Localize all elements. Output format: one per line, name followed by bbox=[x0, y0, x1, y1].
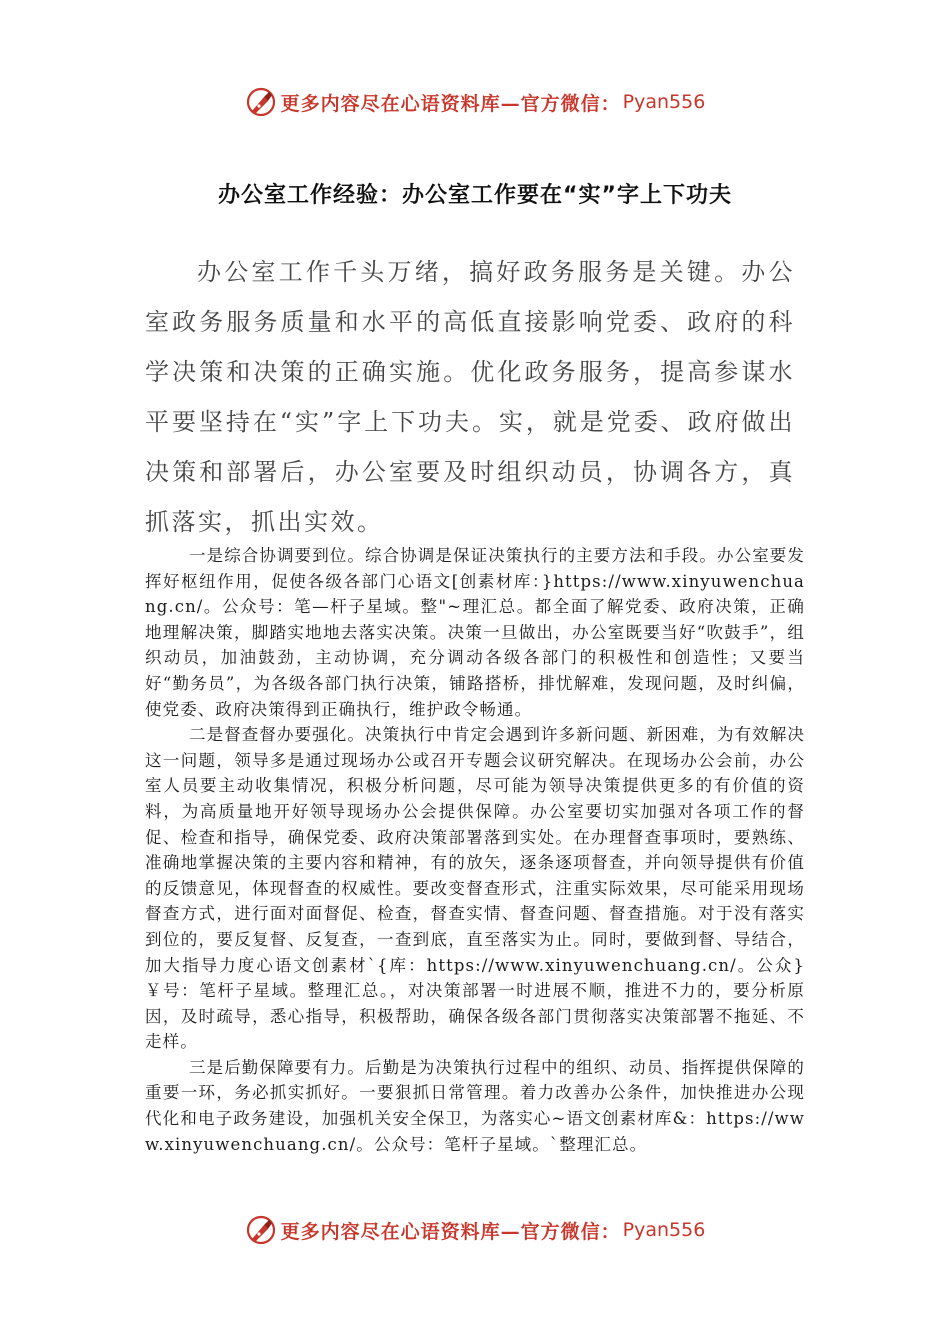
banner-text: 更多内容尽在心语资料库—官方微信： bbox=[280, 1220, 621, 1243]
header-banner bbox=[0, 82, 950, 122]
lead-paragraph: 办公室工作千头万绪，搞好政务服务是关键。办公室政务服务质量和水平的高低直接影响党委、政府的科学决策和决策的正确实施。优化政务服务，提高参谋水平要坚持在“实”字上下功夫。实，就是党委、政府做出决策和部署后，办公室要及时组织动员，协调各方，真抓落实，抓出实效。 bbox=[145, 258, 795, 536]
body-text bbox=[145, 543, 805, 1157]
pen-nib-logo-icon bbox=[245, 86, 277, 118]
banner-wechat-id: Pyan556 bbox=[622, 91, 706, 113]
banner-wechat-id: Pyan556 bbox=[622, 1219, 706, 1241]
body-paragraph-1: 一是综合协调要到位。综合协调是保证决策执行的主要方法和手段。办公室要发挥好枢纽作用，促使各级各部门心语文[创素材库：}https://www.xinyuwenchuang.cn/。公众号：笔—杆子星域。整"~理汇总。都全面了解党委、政府决策，正确地理解决策，脚踏实地地去落实决策。决策一旦做出，办公室既要当好“吹鼓手”，组织动员，加油鼓劲，主动协调，充分调动各级各部门的积极性和创造性；又要当好“勤务员”，为各级各部门执行决策，铺路搭桥，排忧解难，发现问题，及时纠偏，使党委、政府决策得到正确执行，维护政令畅通。 bbox=[145, 546, 805, 719]
footer-banner bbox=[0, 1210, 950, 1250]
banner-text: 更多内容尽在心语资料库—官方微信： bbox=[280, 92, 621, 115]
document-title: 办公室工作经验：办公室工作要在“实”字上下功夫 bbox=[218, 183, 732, 208]
pen-nib-logo-icon bbox=[245, 1214, 277, 1246]
body-paragraph-3: 三是后勤保障要有力。后勤是为决策执行过程中的组织、动员、指挥提供保障的重要一环，务必抓实抓好。一要狠抓日常管理。着力改善办公条件，加快推进办公现代化和电子政务建设，加强机关安全保卫，为落实心~语文创素材库&：https://www.xinyuwenchuang.cn/。公众号：笔杆子星域。`整理汇总。 bbox=[145, 1057, 805, 1154]
body-paragraph-2: 二是督查督办要强化。决策执行中肯定会遇到许多新问题、新困难，为有效解决这一问题，领导多是通过现场办公或召开专题会议研究解决。在现场办公会前，办公室人员要主动收集情况，积极分析问题，尽可能为领导决策提供更多的有价值的资料，为高质量地开好领导现场办公会提供保障。办公室要切实加强对各项工作的督促、检查和指导，确保党委、政府决策部署落到实处。在办理督查事项时，要熟练、准确地掌握决策的主要内容和精神，有的放矢，逐条逐项督查，并向领导提供有价值的反馈意见，体现督查的权威性。要改变督查形式，注重实际效果，尽可能采用现场督查方式，进行面对面督促、检查，督查实情、督查问题、督查措施。对于没有落实到位的，要反复督、反复查，一查到底，直至落实为止。同时，要做到督、导结合，加大指导力度心语文创素材`{库：https://www.xinyuwenchuang.cn/。公众}￥号：笔杆子星域。整理汇总。，对决策部署一时进展不顺，推进不力的，要分析原因，及时疏导，悉心指导，积极帮助，确保各级各部门贯彻落实决策部署不拖延、不走样。 bbox=[145, 725, 805, 1052]
